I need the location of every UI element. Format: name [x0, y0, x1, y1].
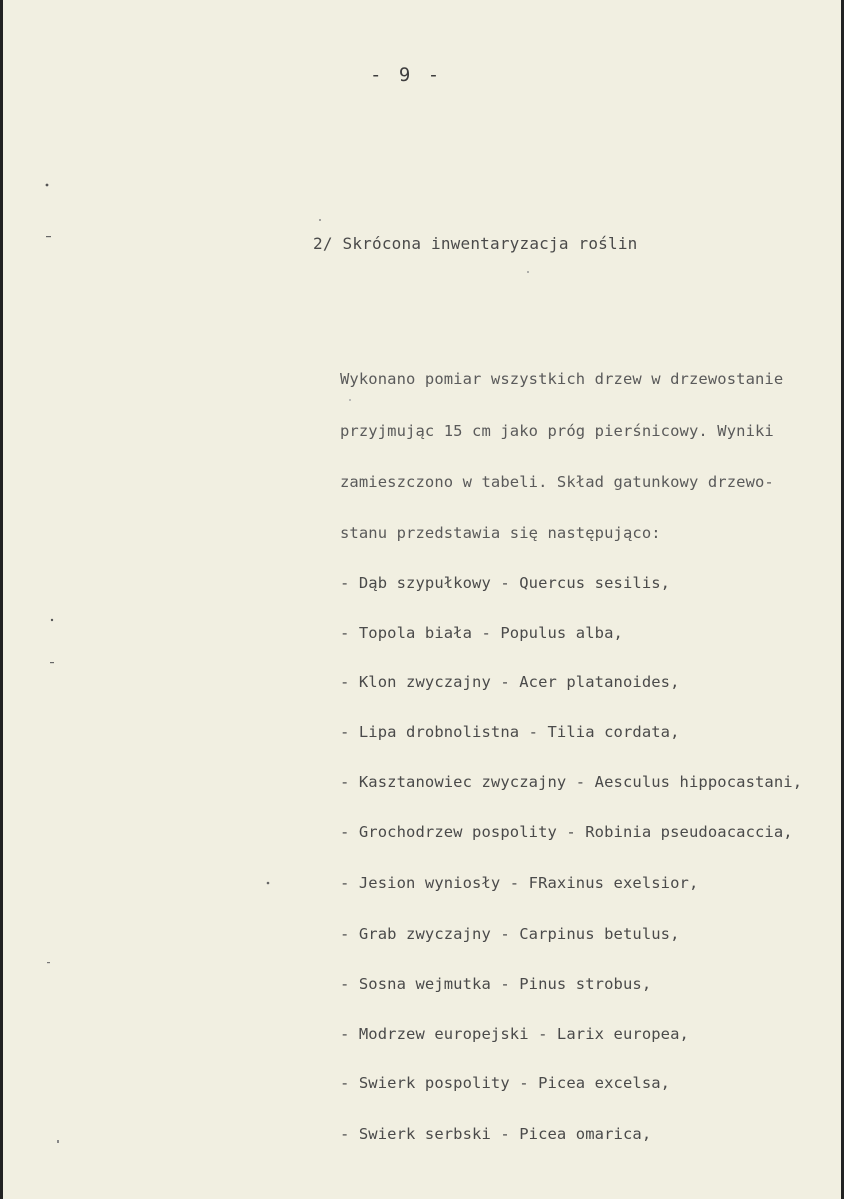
species-item: - Swierk pospolity - Picea excelsa,: [340, 1074, 671, 1092]
scan-edge-left: [0, 0, 3, 1199]
species-item: - Grab zwyczajny - Carpinus betulus,: [340, 925, 680, 943]
paragraph-line: Wykonano pomiar wszystkich drzew w drzewostanie: [340, 370, 784, 388]
species-item: - Klon zwyczajny - Acer platanoides,: [340, 673, 680, 691]
species-item: - Dąb szypułkowy - Quercus sesilis,: [340, 574, 671, 592]
paragraph-line: zamieszczono w tabeli. Skład gatunkowy drzewo-: [340, 473, 774, 491]
species-item: - Kasztanowiec zwyczajny - Aesculus hippocastani,: [340, 773, 803, 791]
paragraph-line: stanu przedstawia się następująco:: [340, 524, 661, 542]
species-item: - Grochodrzew pospolity - Robinia pseudoacaccia,: [340, 823, 793, 841]
section-heading: 2/ Skrócona inwentaryzacja roślin: [313, 234, 638, 253]
page-number: - 9 -: [370, 64, 443, 86]
paragraph-line: przyjmując 15 cm jako próg pierśnicowy. Wyniki: [340, 422, 774, 440]
species-item: - Sosna wejmutka - Pinus strobus,: [340, 975, 652, 993]
species-item: - Jesion wyniosły - FRaxinus exelsior,: [340, 874, 699, 892]
species-item: - Lipa drobnolistna - Tilia cordata,: [340, 723, 680, 741]
species-item: - Swierk serbski - Picea omarica,: [340, 1125, 652, 1143]
species-item: - Modrzew europejski - Larix europea,: [340, 1025, 689, 1043]
species-item: - Topola biała - Populus alba,: [340, 624, 623, 642]
